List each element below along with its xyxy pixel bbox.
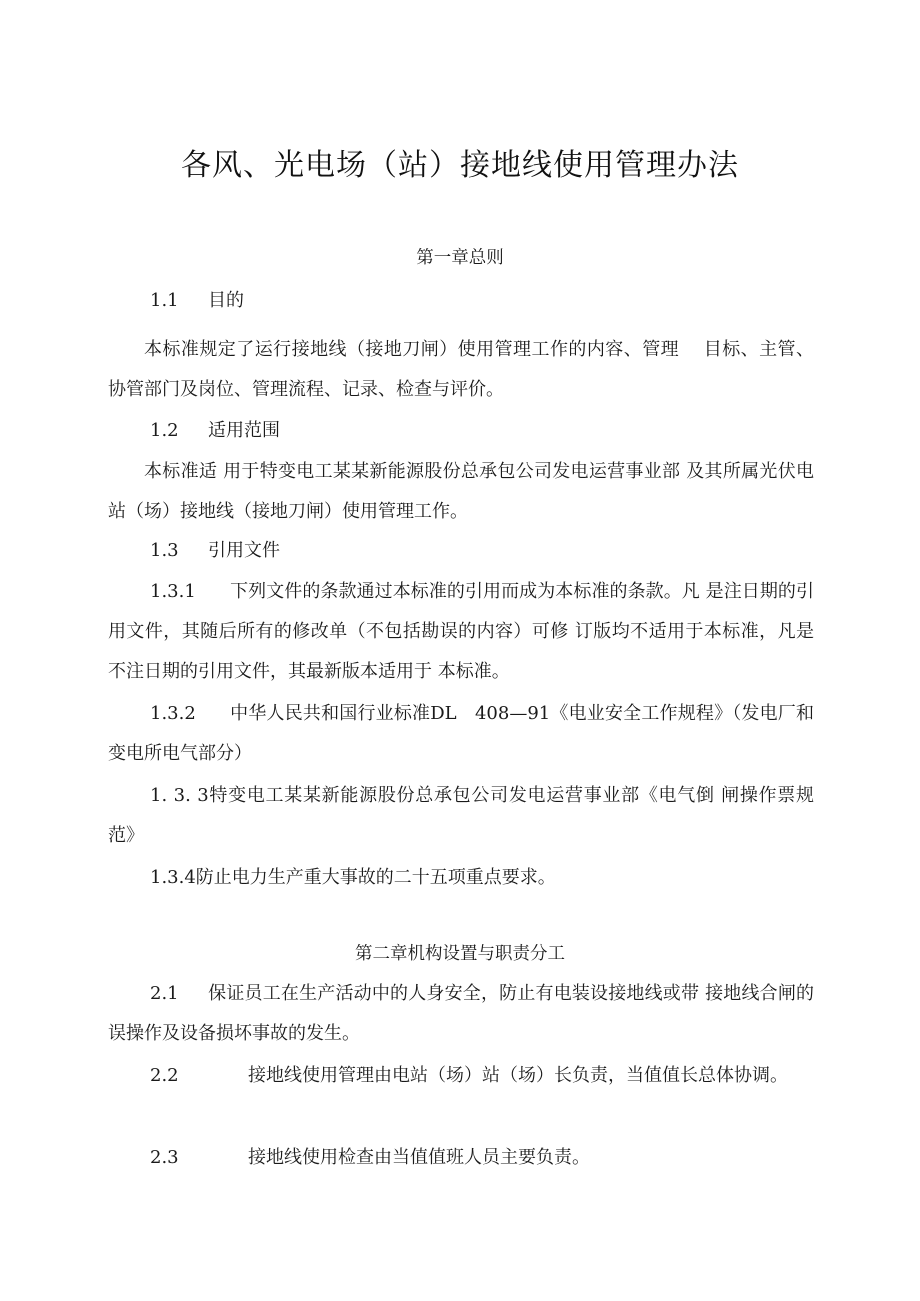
section-1-3 (150, 536, 280, 566)
item-number: 2.1 (150, 983, 179, 1004)
item-2-3 (108, 1138, 814, 1178)
item-text: 下列文件的条款通过本标准的引用而成为本标准的条款。凡 是注日期的引用文件，其随后所有的修改单（不包括勘误的内容）可修 订版均不适用于本标准，凡是不注日期的引用文件，其最新版本适用于 本标准。 (108, 581, 814, 682)
item-text: 1. 3. 3特变电工某某新能源股份总承包公司发电运营事业部《电气倒 闸操作票规范》 (108, 785, 814, 846)
section-title: 目的 (208, 290, 244, 311)
section-title: 引用文件 (208, 540, 280, 561)
item-text: 1.3.4防止电力生产重大事故的二十五项重点要求。 (150, 867, 556, 888)
item-number: 1.3.1 (150, 581, 196, 602)
item-1-3-3 (108, 776, 814, 856)
section-1-2 (150, 416, 280, 446)
item-number: 2.2 (150, 1065, 179, 1086)
item-2-2 (108, 1056, 814, 1096)
item-number: 2.3 (150, 1147, 179, 1168)
section-number: 1.1 (150, 290, 179, 311)
section-title: 适用范围 (208, 420, 280, 441)
paragraph-1-2: 本标准适 用于特变电工某某新能源股份总承包公司发电运营事业部 及其所属光伏电站（场）接地线（接地刀闸）使用管理工作。 (108, 461, 814, 522)
item-1-3-4 (108, 858, 814, 898)
item-text: 接地线使用管理由电站（场）站（场）长负责，当值值长总体协调。 (248, 1065, 788, 1086)
chapter-1-heading: 第一章总则 (416, 248, 504, 268)
item-number: 1.3.2 (150, 703, 196, 724)
section-number: 1.2 (150, 420, 179, 441)
document-title: 各风、光电场（站）接地线使用管理办法 (181, 148, 739, 183)
paragraph-1-1: 本标准规定了运行接地线（接地刀闸）使用管理工作的内容、管理 目标、主管、协管部门及岗位、管理流程、记录、检查与评价。 (108, 339, 814, 400)
item-text: 保证员工在生产活动中的人身安全，防止有电装设接地线或带 接地线合闸的误操作及设备损坏事故的发生。 (108, 983, 814, 1044)
item-2-1 (108, 974, 814, 1054)
item-text: 中华人民共和国行业标准DL 408—91《电业安全工作规程》（发电厂和变电所电气部分） (108, 703, 814, 764)
chapter-2-heading: 第二章机构设置与职责分工 (355, 944, 565, 964)
item-1-3-1 (108, 572, 814, 692)
section-number: 1.3 (150, 540, 179, 561)
section-1-1 (150, 286, 244, 316)
item-1-3-2 (108, 694, 814, 774)
item-text: 接地线使用检查由当值值班人员主要负责。 (248, 1147, 590, 1168)
